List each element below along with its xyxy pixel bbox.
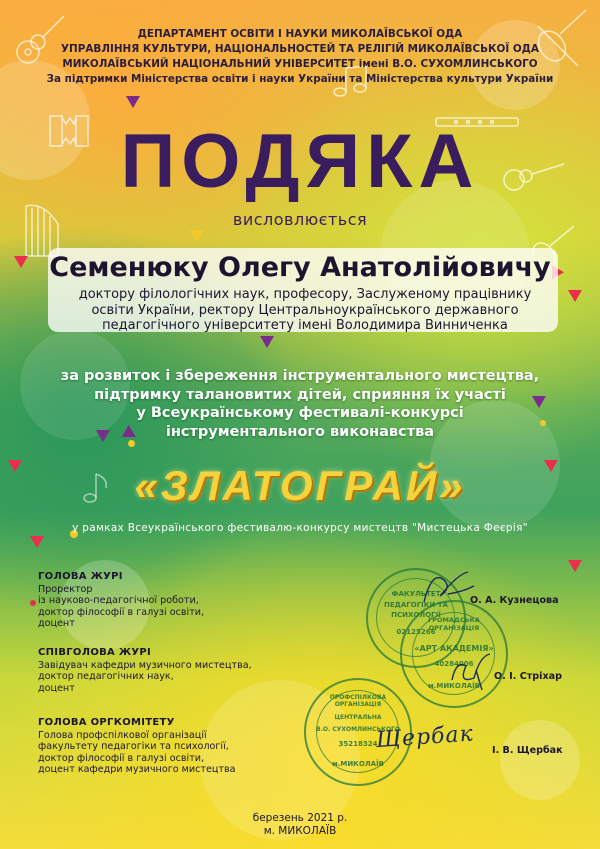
recipient-credentials (40, 287, 570, 334)
stamp-text: ПСИХОЛОГІЇ (391, 611, 441, 619)
signature-kuznetsova (418, 566, 478, 610)
description-line: Проректор (38, 584, 93, 595)
stamp-text: ПРОФСПІЛКОВА ОРГАНІЗАЦІЯ (329, 694, 387, 708)
orgcom-head-description (38, 730, 236, 775)
festival-framework: у рамках Всеукраїнського фестивалю-конкурсу мистецтв "Мистецька Феєрія" (72, 522, 528, 534)
description-line: із науково-педагогічної роботи, (38, 595, 199, 607)
confetti-triangle (30, 536, 44, 548)
description-line: факультету педагогіки та психології, (38, 741, 229, 753)
jury-head-name: О. А. Кузнецова (470, 595, 559, 606)
stamp-text: м.МИКОЛАЇВ (331, 760, 385, 768)
jury-cohead-description (38, 660, 252, 694)
orgcom-head-name: І. В. Щербак (492, 745, 563, 756)
confetti-triangle (260, 336, 274, 348)
city-line: м. МИКОЛАЇВ (263, 825, 337, 837)
header-line-3: МИКОЛАЇВСЬКИЙ НАЦІОНАЛЬНИЙ УНІВЕРСИТЕТ імені В.О. СУХОМЛИНСЬКОГО (62, 58, 538, 70)
orgcom-head-role: ГОЛОВА ОРГКОМІТЕТУ (38, 717, 175, 728)
description-line: доктор педагогічних наук, (38, 671, 174, 683)
confetti-triangle (190, 230, 204, 242)
issue-date (0, 812, 600, 838)
confetti-dot (30, 600, 36, 606)
stamp-text: м.МИКОЛАЇВ (427, 682, 481, 690)
credentials-line: освіти України, ректору Центральноукраїнського державного (91, 302, 519, 318)
confetti-triangle (568, 560, 582, 572)
stamp-text: ПЕДАГОГІКИ ТА (384, 601, 448, 609)
page-title: ПОДЯКА (120, 119, 480, 204)
description-line: доцент (38, 682, 75, 694)
reason-line: підтримку талановитих дітей, сприяння їх участі (94, 386, 506, 403)
description-line: Голова профспілкової організації (38, 730, 207, 741)
stamp-text: 35218324 (338, 740, 378, 748)
festival-name: «ЗЛАТОГРАЙ» (134, 462, 466, 509)
jury-cohead-name: О. І. Стріхар (494, 671, 562, 682)
description-line: Завідувач кафедри музичного мистецтва, (38, 660, 252, 671)
jury-cohead-role: СПІВГОЛОВА ЖУРІ (38, 647, 152, 658)
confetti-dot (128, 440, 135, 447)
credentials-line: доктору філологічних наук, професору, Заслуженому працівнику (78, 287, 532, 302)
credentials-line: педагогічного університету імені Володимира Винниченка (102, 318, 508, 333)
confetti-triangle (126, 96, 140, 108)
stamp-text: ЦЕНТРАЛЬНА (334, 714, 382, 721)
reason-line: у Всеукраїнському фестивалі-конкурсі (136, 405, 464, 421)
header-line-1: ДЕПАРТАМЕНТ ОСВІТИ І НАУКИ МИКОЛАЇВСЬКОЇ ОДА (137, 28, 463, 40)
subtitle: висловлюється (232, 210, 368, 229)
stamp-text: ГРОМАДСЬКА ОРГАНІЗАЦІЯ (428, 616, 480, 632)
stamp-text: ФАКУЛЬТЕТ (391, 590, 441, 598)
stamp-text: «АРТ АКАДЕМІЯ» (414, 644, 494, 653)
header-line-4: За підтримки Міністерства освіти і науки України та Міністерства культури України (46, 73, 554, 85)
signature-strikhar (446, 650, 496, 694)
stamp-text: 02125266 (396, 628, 436, 636)
description-line: доктор філософії в галузі освіти, (38, 606, 205, 618)
jury-head-role: ГОЛОВА ЖУРІ (38, 571, 123, 582)
reason-line: інструментального виконавства (165, 423, 435, 440)
description-line: доцент кафедри музичного мистецтва (38, 763, 236, 775)
description-line: доцент (38, 617, 75, 629)
date-line: березень 2021 р. (252, 812, 348, 824)
signature-shcherbak: Щербак (375, 721, 475, 754)
jury-head-description (38, 584, 204, 629)
confetti-triangle (14, 256, 28, 268)
confetti-triangle (568, 290, 582, 302)
header-line-2: УПРАВЛІННЯ КУЛЬТУРИ, НАЦІОНАЛЬНОСТЕЙ ТА РЕЛІГІЙ МИКОЛАЇВСЬКОЇ ОДА (61, 43, 539, 55)
bokeh-circle (500, 720, 580, 800)
stamp-text: 40284006 (434, 660, 474, 668)
award-reason (0, 367, 600, 441)
stamp-text: В.О. СУХОМЛИНСЬКОГО (316, 726, 400, 733)
recipient-name: Семенюку Олегу Анатолійовичу (49, 252, 551, 283)
description-line: доктор філософії в галузі освіти, (38, 752, 205, 764)
reason-line: за розвиток і збереження інструментального мистецтва, (60, 368, 540, 384)
